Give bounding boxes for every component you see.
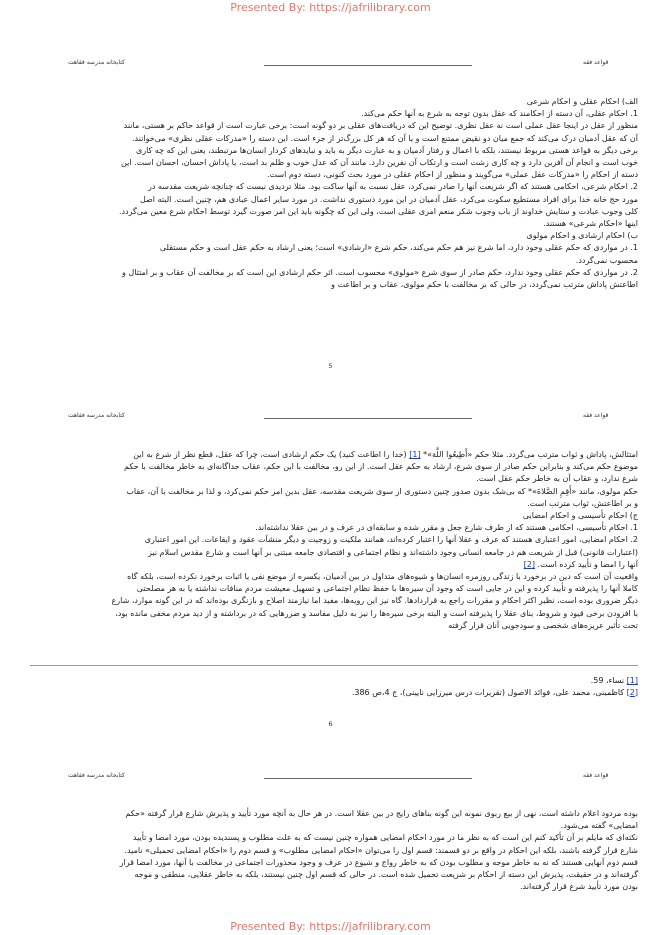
text-line: موضوع حکم می‌کند و بنابراین حکم صادر از سوی شرع، ارشاد به حکم عقل است. از این رو، مخالفت با این حکم، عقاب جداگانه‌ای به خاطر مخالفت با حکم (124, 462, 638, 472)
text-line: شارع قرار گرفته باشند، بلکه این احکام در واقع بر دو قسمند: قسم اول را می‌توان «احکام امضایی مطلوب» و قسم دوم را «احکام امضایی تحمیلی» نامید. (124, 845, 638, 855)
text-line: خوب است و انجام آن آفرین دارد و چه کاری زشت است و ارتکاب آن نفرین دارد. مانند آن که عدل خوب و ظلم بد است، یا پاداش احسان، احسان است. این (121, 158, 638, 168)
text-line: بوده مردود اعلام داشته است، نهی از بیع ربوی نمونه این گونه بناهای رایج در بین عقلا است. در هر حال به آنچه مورد تأیید و پذیرش شارع قرار گرفته «حکم (125, 809, 638, 818)
header-rule (264, 418, 472, 419)
page-header (0, 770, 661, 782)
text-line: 2. احکام امضایی، امور اعتباری هستند که عرف و عقلا آنها را اعتبار کرده‌اند، همانند ملکیت و زوجیت و دیگر منشآت عقود و ایقاعات. این امور اعتباری (144, 535, 638, 545)
book-title: قواعد فقه (583, 412, 609, 419)
watermark-top: Presented By: https://jafrilibrary.com (230, 1, 431, 14)
text-line: الف) احکام عقلی و احکام شرعی (526, 97, 638, 106)
footnotes (30, 675, 638, 698)
footnote-anchor-1[interactable]: [1] (626, 676, 638, 685)
text-line: محسوب نمی‌گردد. (575, 255, 638, 265)
text-line: منظور از عقل در اینجا عقل عملی است نه عقل نظری. توضیح این که دریافت‌های عقلی بر دو گونه است: برخی عبارت است از قواعد حاکم بر هستی، مانند (123, 121, 638, 131)
text-line: مورد حج خانه خدا برای افراد مستطیع سکوت می‌کرد، عقل آدمیان در این مورد دستوری نداشت. در مورد سایر اعمال عبادی هم، چنین است. البته اصل (139, 194, 638, 204)
watermark-bottom: Presented By: https://jafrilibrary.com (230, 920, 431, 933)
footnote-anchor-2[interactable]: [2] (626, 687, 638, 697)
text-line: 1. احکام تأسیسی، احکامی هستند که از طرف شارع جعل و مقرر شده و سابقه‌ای در عرف و در بین عقلا نداشته‌اند. (255, 523, 638, 533)
library-name: کتابخانه مدرسه فقاهت (68, 59, 125, 66)
text-line: گرفته‌اند و در حقیقت، پذیرش این دسته از احکام بر شریعت تحمیل شده است. در حالی که قسم اول چنین نیستند، بلکه به خاطر عقلایی، منطقی و موجه (134, 870, 638, 880)
page-number: 5 (328, 362, 333, 370)
text-line: ب) احکام ارشادی و احکام مولوی (526, 231, 638, 241)
page1-body (30, 96, 638, 291)
header-rule (264, 778, 472, 779)
page2-body (30, 449, 638, 632)
book-title: قواعد فقه (583, 772, 609, 779)
text-line: امضایی» گفته می‌شود. (560, 821, 638, 831)
text-line: 1. در مواردی که حکم عقلی وجود دارد، اما شرع نیز هم حکم می‌کند، حکم شرع «ارشادی» است؛ یعنی ارشاد به حکم عقل است و حکم مستقلی (159, 243, 638, 253)
text-line: قسم دوم آنهایی هستند که نه به خاطر موجه و مطلوب بودن که به خاطر رواج و شیوع در عرف و وجود محذورات اجتماعی در مخالفت با آنها، مورد امضا قرار (119, 857, 638, 867)
text-line: (اعتبارات قانونی) قبل از شریعت هم در جامعه انسانی وجود داشته‌اند و نظام اجتماعی و اقتصادی جامعه مبتنی بر آنها است و شارع مقدس اسلام نیز (147, 547, 638, 557)
text-line: شرع ندارد، و عقاب آن به خاطر حکم عقل است. (476, 474, 638, 484)
text-line: تحت تأثیر عریزه‌های شخصی و سودجویی آنان قرار گرفته (448, 620, 638, 630)
page-header (0, 410, 661, 422)
footnote-link-1[interactable]: [1] (409, 450, 421, 459)
text-line: کاملا آنها را پذیرفته و تأیید کرده و این در جایی است که وجود آن سیره‌ها با حفظ نظام اجتماعی و تسهیل معیشت مردم منافات نداشته یا به هر مصلحتی (136, 584, 638, 594)
text-line: آن که عقل آدمیان درک می‌کند که جمع میان دو نقیض ممتنع است و یا آن که هر کل بزرگ‌تر از جزء است. این دسته را «مدرکات عقلی نظری» می‌خوانند. (131, 133, 638, 143)
footnote-divider (30, 665, 638, 666)
library-name: کتابخانه مدرسه فقاهت (68, 412, 125, 419)
text-line: واقعیت آن است که دین در برخورد با زندگی روزمره انسان‌ها و شیوه‌های متداول در بین آدمیان، یکسره از موضع نفی یا اثبات برخورد نکرده است، بلکه گاه (127, 572, 638, 582)
page-header (0, 57, 661, 69)
text-line: و بر اطاعتش، ثواب مترتب است. (527, 498, 638, 508)
text-line: اطاعتش پاداش مترتب نمی‌گردد، در حالی که بر مخالفت با حکم مولوی، عقاب و بر اطاعت و (331, 280, 638, 290)
text-line: دیگر ضروری بوده است، نظیر اکثر احکام و مقررات راجع به قراردادها. گاه نیز این رویه‌ها، مفید اما نیازمند اصلاح و بازنگری بوده‌اند که در این گونه موارد، شارع (111, 596, 638, 606)
text-line: اینها «احکام شرعی» هستند. (543, 219, 638, 229)
page-number: 6 (328, 720, 333, 728)
text-line: 2. در مواردی که حکم عقلی وجود ندارد، حکم صادر از سوی شرع «مولوی» محسوب است. اثر حکم ارشادی این است که بر مخالفت آن عقاب و بر امتثال و (122, 267, 638, 277)
page3-body (30, 808, 638, 893)
text-line: 2. احکام شرعی، احکامی هستند که اگر شریعت آنها را صادر نمی‌کرد، عقل نسبت به آنها ساکت بود. مثلا تردیدی نیست که چنانچه شریعت مقدسه در (148, 182, 638, 192)
text-line: حکم مولوی، مانند «أَقِمِ الصَّلاةَ»* که بی‌شک بدون صدور چنین دستوری از سوی شریعت مقدسه، عقل بدین امر حکم نمی‌کرد، و لذا بر مخالفت با آن، عقاب (126, 486, 638, 496)
text-line: دسته از احکام را «مدرکات عقل عملی» می‌گویند و منظور از احکام عقلی در مورد بحث کنونی، دسته دوم است. (266, 170, 638, 180)
library-name: کتابخانه مدرسه فقاهت (68, 772, 125, 779)
text-line: 1. احکام عقلی، آن دسته از احکامند که عقل بدون توجه به شرع به آنها حکم می‌کند. (361, 109, 638, 119)
text-line: آنها را امضا و تأیید کرده است. [2] (523, 559, 638, 569)
header-rule (264, 65, 472, 66)
text-line: نکته‌ای که مایلم بر آن تأکید کنم این است که به نظر ما در مورد احکام امضایی همواره چنین نیست که به علت مطلوب و پسندیده بودن، مورد امضا و تأیید (132, 833, 638, 843)
text-line: ج) احکام تأسیسی و احکام امضایی (522, 511, 638, 521)
book-title: قواعد فقه (583, 59, 609, 66)
footnote-item: [1] نساء، 59. (590, 676, 638, 685)
text-line: برخی دیگر به قواعد هستی مربوط نیستند، بلکه با اعمال و رفتار آدمیان و به عبارت دیگر به باید و نبایدهای کردار انسان‌ها مرتبطند، یعنی این که چه کاری (135, 145, 638, 155)
text-line: بودن مورد تأیید شرع قرار گرفته‌اند. (519, 882, 638, 892)
footnote-item: [2] کاظمینی، محمد علی، فوائد الاصول (تقریرات درس میرزایی نایینی)، ج 4،ص 386. (351, 687, 638, 697)
text-line: با افزودن برخی قیود و شروط، بنای عقلا را پذیرفته است و البته برخی سیره‌ها را نیز به دلیل مفاسد و ضررهایی که در برداشته و از دید مردم مخفی مانده بود، (115, 608, 638, 618)
footnote-link-2[interactable]: [2] (523, 559, 535, 569)
text-line: امتثالش، پاداش و ثواب مترتب می‌گردد. مثلا حکم «أَطِيعُوا اللَّهَ»* [1] (خدا را اطاعت کنید) یک حکم ارشادی است، چرا که عقل، قطع نظر از شرع به این (133, 450, 638, 459)
text-line: کلی وجوب عبادت و ستایش خداوند از باب وجوب شکر منعم امری عقلی است، ولی این که چگونه باید این امر صورت گیرد توسط احکام شرع معین می‌گردد. (118, 206, 638, 216)
